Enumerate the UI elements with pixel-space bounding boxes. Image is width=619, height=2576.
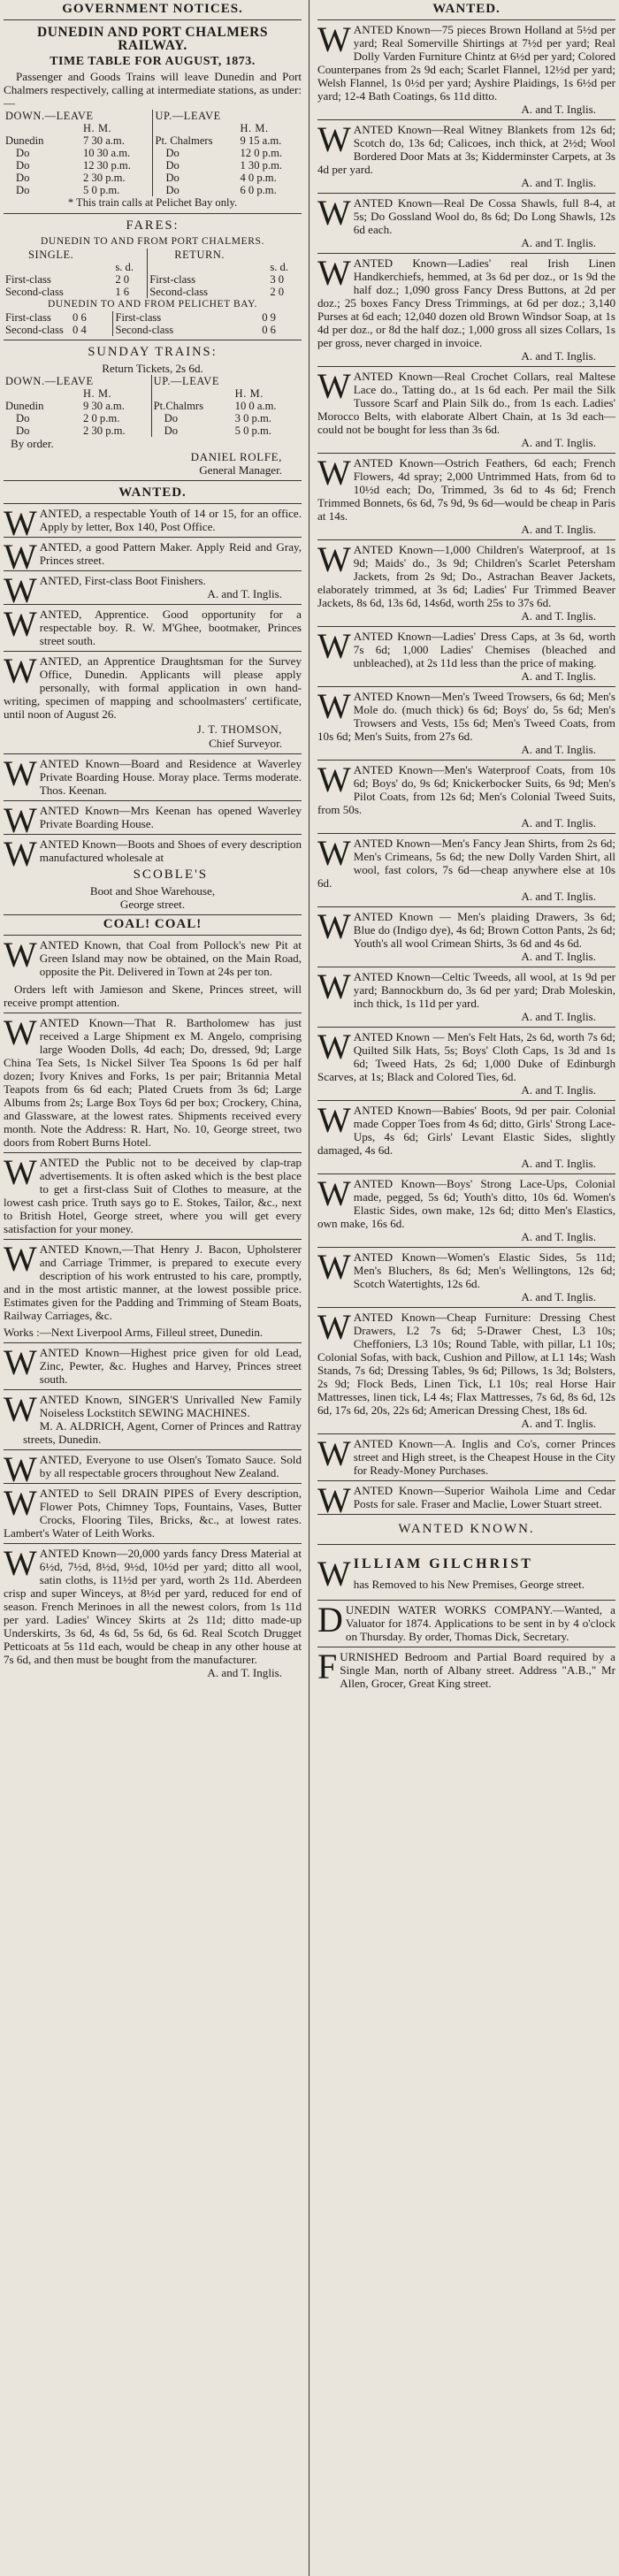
ad-mrs-keenan: WANTED Known—Mrs Keenan has opened Waverley Private Boarding House. [4, 800, 302, 840]
ad-boys-lace-ups: WANTED Known—Boys' Strong Lace-Ups, Colonial made, pegged, 5s 6d; Youth's ditto, 10s 6d. Women's Elastic Sides, own make, 12s 6d; ditto Men's Elastics, own make, 16s 6d. A. and T. Inglis. [317, 1174, 615, 1248]
signer-name: DANIEL ROLFE, [190, 450, 282, 463]
ad-bartholomew: WANTED Known—That R. Bartholomew has just received a Large Shipment ex M. Angelo, comprising large Wooden Dolls, 4d each; Do, dressed, 9d; Large China Tea Sets, 1s Nickel Silver Tea Spoons 1s 6d per half dozen; Ivory Knives and Forks, 1s per pair; Britannia Metal Teapots from 6s 6d each; Plated Cruets from 3s 6d; Large Albums from 2s; Large Box Toys 6d per box; Crockery, China, and Glassware, at the lowest rates. Shipments received every month. Note the Address: R. Hart, No. 10, George street, two doors from Robert Burns Hotel. [4, 1013, 302, 1153]
ad-inglis-co: WANTED Known—A. Inglis and Co's, corner Princes street and High street, is the Cheapest House in the City for Ready-Money Purchases. [317, 1434, 615, 1481]
fares-section [4, 214, 302, 340]
time-row: Do 10 30 a.m. Do 12 0 p.m. [16, 147, 283, 159]
time-row: Do 2 30 p.m. Do 4 0 p.m. [16, 172, 277, 184]
fares-sub2: DUNEDIN TO AND FROM PELICHET BAY. [47, 299, 258, 310]
railway-intro: Passenger and Goods Trains will leave Dunedin and Port Chalmers respectively, calling at intermediate stations, as under:— [4, 70, 302, 110]
ad-waterproofs-children: WANTED Known—1,000 Children's Waterproof, at 1s 9d; Maids' do., 3s 9d; Children's Scarlet Petersham Jackets, from 2s 9d; Do., Astrachan Beaver Jackets, elaborately trimmed, at 3s 6d; Ladies' Fur Trimmed Beaver Jackets, 8s 6d, 13s 6d, 14s6d, worth 25s to 37s 6d. A. and T. Inglis. [317, 540, 615, 627]
railway-timetable [4, 20, 302, 214]
time-row: Do 5 0 p.m. Do 6 0 p.m. [16, 184, 277, 196]
railway-title: DUNEDIN AND PORT CHALMERS RAILWAY. [37, 25, 268, 53]
ad-apprentice: WANTED, Apprentice. Good opportunity for a respectable boy. R. W. M'Ghee, bootmaker, Princes street south. [4, 605, 302, 652]
ad-crochet-collars: WANTED Known—Real Crochet Collars, real Maltese Lace do., Tatting do., at 1s 6d each. Per mail the Silk Tussore Scarf and Plain Silk do., from 1s each. Ladies' Morocco Belts, with elaborate Albert Chain, at 1s 3d each—could not be bought for less than 3s 6d. A. and T. Inglis. [317, 367, 615, 454]
ad-pattern-maker: WANTED, a good Pattern Maker. Apply Reid and Gray, Princes street. [4, 537, 302, 577]
time-row: Dunedin 7 30 a.m. Pt. Chalmers 9 15 a.m. [5, 134, 282, 147]
hm-label: H. M. [83, 122, 112, 134]
down-head: DOWN.—LEAVE [5, 110, 94, 122]
ad-dress-caps: WANTED Known—Ladies' Dress Caps, at 3s 6d, worth 7s 6d; 1,000 Ladies' Chemises (bleached and unbleached), at 2s 11d less than the price of making. A. and T. Inglis. [317, 627, 615, 687]
fares-title: FARES: [126, 218, 180, 233]
ad-handkerchiefs: WANTED Known—Ladies' real Irish Linen Handkerchiefs, hemmed, at 3s 6d per doz., or 1s 9d the half doz.; 1,090 gross Fancy Dress Buttons, at 2d per doz.; 25 boxes Fancy Dress Trimmings, at 6d per doz.; 3,140 Purses at 6d each; 12,040 dozen old Brown Windsor Soap, at 1s 4d per doz., or 8d the half doz.; 1,000 gross all sizes Collars, 1s per gross, never charged in invoice. A. and T. Inglis. [317, 254, 615, 367]
sunday-sub: Return Tickets, 2s 6d. [102, 362, 203, 375]
ad-gilchrist: W ILLIAM GILCHRIST has Removed to his New Premises, George street. [317, 1545, 615, 1601]
ad-celtic-tweeds: WANTED Known—Celtic Tweeds, all wool, at 1s 9d per yard; Bannockburn do, 3s 6d per yard; Drab Moleskin, inch thick, 1s 11d per yard. A. and T. Inglis. [317, 967, 615, 1028]
sunday-title: SUNDAY TRAINS: [88, 345, 218, 359]
by-order: By order. [11, 437, 54, 450]
ad-boot-finishers: WANTED, First-class Boot Finishers. A. and T. Inglis. [4, 571, 302, 605]
ad-water-works: DUNEDIN WATER WORKS COMPANY.—Wanted, a Valuator for 1874. Applications to be sent in by 4 o'clock on Thursday. By order, Thomas Dick, Secretary. [317, 1601, 615, 1647]
government-notices-heading: GOVERNMENT NOTICES. [4, 0, 302, 20]
fares-table-2: First-class 0 6 First-class 0 9 Second-class 0 4 Second-class 0 6 [5, 311, 276, 336]
hm-label: H. M. [240, 122, 269, 134]
ad-scobles: WANTED Known—Boots and Shoes of every description manufactured wholesale at SCOBLE'S Boot and Shoe Warehouse, George street. [4, 835, 302, 915]
ad-furnished-bedroom: FURNISHED Bedroom and Partial Board required by a Single Man, north of Albany street. Address "A.B.," Mr Allen, Grocer, Great King street. [317, 1647, 615, 1690]
ad-cheap-furniture: WANTED Known—Cheap Furniture: Dressing Chest Drawers, L2 7s 6d; 5-Drawer Chest, L3 10s; Cheffoniers, L3 10s; Round Table, with pillar, L1 10s; Colonial Sofas, with back, Cushion and Pillow, at L1 14s; Wash Stands, 7s 6d; Dressing Tables, 9s 6d; Pillows, 1s 3d; Bolsters, 2s 9d; Flock Beds, Linen Tick, L1 10s; real Horse Hair Mattresses, linen tick, L4 4s; Flax Mattresses, 7s 6d, 8s 6d, 12s 6d, 17s 6d, 20s, 22s 6d; American Dressing Chest, 18s 6d. A. and T. Inglis. [317, 1308, 615, 1434]
fares-sub1: DUNEDIN TO AND FROM PORT CHALMERS. [41, 236, 264, 247]
ad-womens-elastic: WANTED Known—Women's Elastic Sides, 5s 11d; Men's Bluchers, 8s 6d; Men's Wellingtons, 12s 6d; Scotch Watertights, 12s 6d. A. and T. Inglis. [317, 1248, 615, 1308]
left-column [4, 0, 302, 2576]
ad-plaiding-drawers: WANTED Known — Men's plaiding Drawers, 3s 6d; Blue do (Indigo dye), 4s 6d; Brown Cotton Pants, 2s 6d; Youth's all wool Crimean Shirts, 3s 6d and 4s 6d. A. and T. Inglis. [317, 907, 615, 967]
wanted-heading-right: WANTED. [317, 0, 615, 20]
wanted-heading: WANTED. [4, 484, 302, 504]
pelichet-note: * This train calls at Pelichet Bay only. [67, 196, 238, 209]
right-column [317, 0, 615, 2576]
coal-heading: COAL! COAL! [4, 915, 302, 936]
ad-waterproof-coats: WANTED Known—Men's Waterproof Coats, from 10s 6d; Boys' do, 9s 6d; Knickerbocker Suits, 6s 9d; Men's Pilot Coats, from 12s 6d; Men's Colonial Tweed Suits, from 50s. A. and T. Inglis. [317, 761, 615, 834]
ad-olsen-sauce: WANTED, Everyone to use Olsen's Tomato Sauce. Sold by all respectable grocers throughout New Zealand. [4, 1449, 302, 1489]
ad-draughtsman: WANTED, an Apprentice Draughtsman for the Survey Office, Dunedin. Applicants will please apply personally, with formal application in own hand-writing, specimen of mapping and schoolmasters' certificate, until noon of August 26. J. T. THOMSON, Chief Surveyor. [4, 652, 302, 754]
column-rule [309, 0, 310, 2576]
time-row: Do 12 30 p.m. Do 1 30 p.m. [16, 159, 283, 172]
sunday-times: DOWN.—LEAVE UP.—LEAVE H. M. H. M. Dunedin 9 30 a.m. Pt.Chalmrs 10 0 a.m. Do 2 0 p.m. Do 3 0 p.m. Do 2 30 p.m. Do 5 0 p.m. [4, 375, 302, 437]
ad-old-lead: WANTED Known—Highest price given for old Lead, Zinc, Pewter, &c. Hughes and Harvey, Princes street south. [4, 1343, 302, 1390]
sunday-trains [4, 340, 302, 481]
ad-ostrich-feathers: WANTED Known—Ostrich Feathers, 6d each; French Flowers, 4d spray; 2,000 Untrimmed Hats, from 6d to 10½d each; Do, Trimmed, 3s 6d to 4s 6d; French Trimmed Bonnets, 6s 6d, 7s 9d, 9s 6d—would be cheap in Paris at 14s. A. and T. Inglis. [317, 454, 615, 540]
ad-youth: WANTED, a respectable Youth of 14 or 15, for an office. Apply by letter, Box 140, Post Office. [4, 503, 302, 543]
ad-dress-material: WANTED Known—20,000 yards fancy Dress Material at 6½d, 7½d, 8½d, 9½d, 10½d per yard; ditto all wool, satin cloths, is 11½d per yard, worth 2s 11d. Aberdeen crisp and super Winceys, at 8½d per yard, reduced for end of season. French Merinoes in all the newest colors, from 1s 11d per yard. Ladies' Wincey Skirts at 2s 11d; ditto made-up Underskirts, 3s 6d, 4s 6d, 5s 6d, 6s 6d. Real Scotch Drugget Petticoats at 5s 11d each, would be cheap in any other house at 7s 6d, and then must be bought from the manufacturer. A. and T. Inglis. [4, 1543, 302, 1679]
ad-babies-boots: WANTED Known—Babies' Boots, 9d per pair. Colonial made Copper Toes from 4s 6d; ditto, Girls' Strong Lace-Ups, 4s 6d; Girls' Levant Elastic Sides, slightly damaged, 4s 6d. A. and T. Inglis. [317, 1101, 615, 1174]
signer-title: General Manager. [199, 463, 282, 477]
ad-witney-blankets: WANTED Known—Real Witney Blankets from 12s 6d; Scotch do, 13s 6d; Calicoes, inch thick, at 2½d; Wool Bordered Door Mats at 3s; Kidderminster Carpets, at 3s 4d per yard. A. and T. Inglis. [317, 120, 615, 194]
ad-bacon-upholsterer: WANTED Known,—That Henry J. Bacon, Upholsterer and Carriage Trimmer, is prepared to execute every description of his work entrusted to his care, promptly, and in the most artistic manner, at the lowest possible price. Estimates given for the Padding and Trimming of Steam Boats, Railway Carriages, &c. Works :—Next Liverpool Arms, Filleul street, Dunedin. [4, 1240, 302, 1343]
ad-singer-machines: WANTED Known, SINGER'S Unrivalled New Family Noiseless Lockstitch SEWING MACHINES. M. A. ALDRICH, Agent, Corner of Princes and Rattray streets, Dunedin. [4, 1390, 302, 1450]
wanted-known-heading: WANTED KNOWN. [317, 1515, 615, 1545]
weekday-times [4, 110, 302, 196]
ad-tweed-trowsers: WANTED Known—Men's Tweed Trowsers, 6s 6d; Men's Mole do. (much thick) 6s 6d; Boys' do, 5s 6d; Men's Trowsers and Vests, 15s 6d; Men's Tweed Coats, from 10s 6d; Men's Suits, from 27s 6d. A. and T. Inglis. [317, 687, 615, 761]
timetable-title: TIME TABLE FOR AUGUST, 1873. [50, 55, 256, 68]
fares-table-1: SINGLE. RETURN. s. d. s. d. First-class 2 0 First-class 3 0 Second-class 1 6 Second-class 2 0 [5, 248, 288, 298]
ad-felt-hats: WANTED Known — Men's Felt Hats, 2s 6d, worth 7s 6d; Quilted Silk Hats, 5s; Boys' Cloth Caps, 1s 3d and 1s 6d; Tweed Hats, 2s 6d; 1,000 Duke of Edinburgh Scarves, at 1s; Black and Colored Ties, 6d. A. and T. Inglis. [317, 1028, 615, 1101]
ad-brown-holland: WANTED Known—75 pieces Brown Holland at 5½d per yard; Real Somerville Shirtings at 7½d per yard; Real Dolly Varden Furniture Chintz at 6½d per yard; Colored Counterpanes from 2s 9d each; Scarlet Flannel, 12½d per yard; Welsh Flannel, 1s 0½d per yard; Ayshire Plaidings, 1s 6½d per yard; 12-4 Bath Coatings, 6s 11d ditto. A. and T. Inglis. [317, 20, 615, 120]
ad-jean-shirts: WANTED Known—Men's Fancy Jean Shirts, from 2s 6d; Men's Crimeans, 5s 6d; the new Dolly Varden Shirt, all wool, fast colors, 7s 6d—cheap anywhere else at 10s 6d. A. and T. Inglis. [317, 834, 615, 907]
up-head: UP.—LEAVE [153, 110, 302, 122]
ad-coal: WANTED Known, that Coal from Pollock's new Pit at Green Island may now be obtained, on the Main Road, opposite the Pit. Delivered in Town at 24s per ton. Orders left with Jamieson and Skene, Princes street, will receive prompt attention. [4, 936, 302, 1013]
ad-stokes-tailor: WANTED the Public not to be deceived by clap-trap advertisements. It is often asked which is the best place to get a first-class Suit of Clothes to measure, at the lowest cash price. Truth says go to E. Stokes, Tailor, &c., next to British Hotel, George street, where you will get every satisfaction for your money. [4, 1153, 302, 1240]
ad-shawls: WANTED Known—Real De Cossa Shawls, full 8-4, at 5s; Do Gossland Wool do, 8s 6d; Do Long Shawls, 12s 6d each. A. and T. Inglis. [317, 194, 615, 254]
ad-waihola-lime: WANTED Known—Superior Waihola Lime and Cedar Posts for sale. Fraser and Maclie, Lower Stuart street. [317, 1480, 615, 1520]
ad-drain-pipes: WANTED to Sell DRAIN PIPES of Every description, Flower Pots, Chimney Tops, Fountains, Vases, Butter Crocks, Flooring Tiles, Bricks, &c., at lowest rates. Lambert's Water of Leith Works. [4, 1484, 302, 1544]
ad-board-residence: WANTED Known—Board and Residence at Waverley Private Boarding House. Moray place. Terms moderate. Thos. Keenan. [4, 754, 302, 801]
